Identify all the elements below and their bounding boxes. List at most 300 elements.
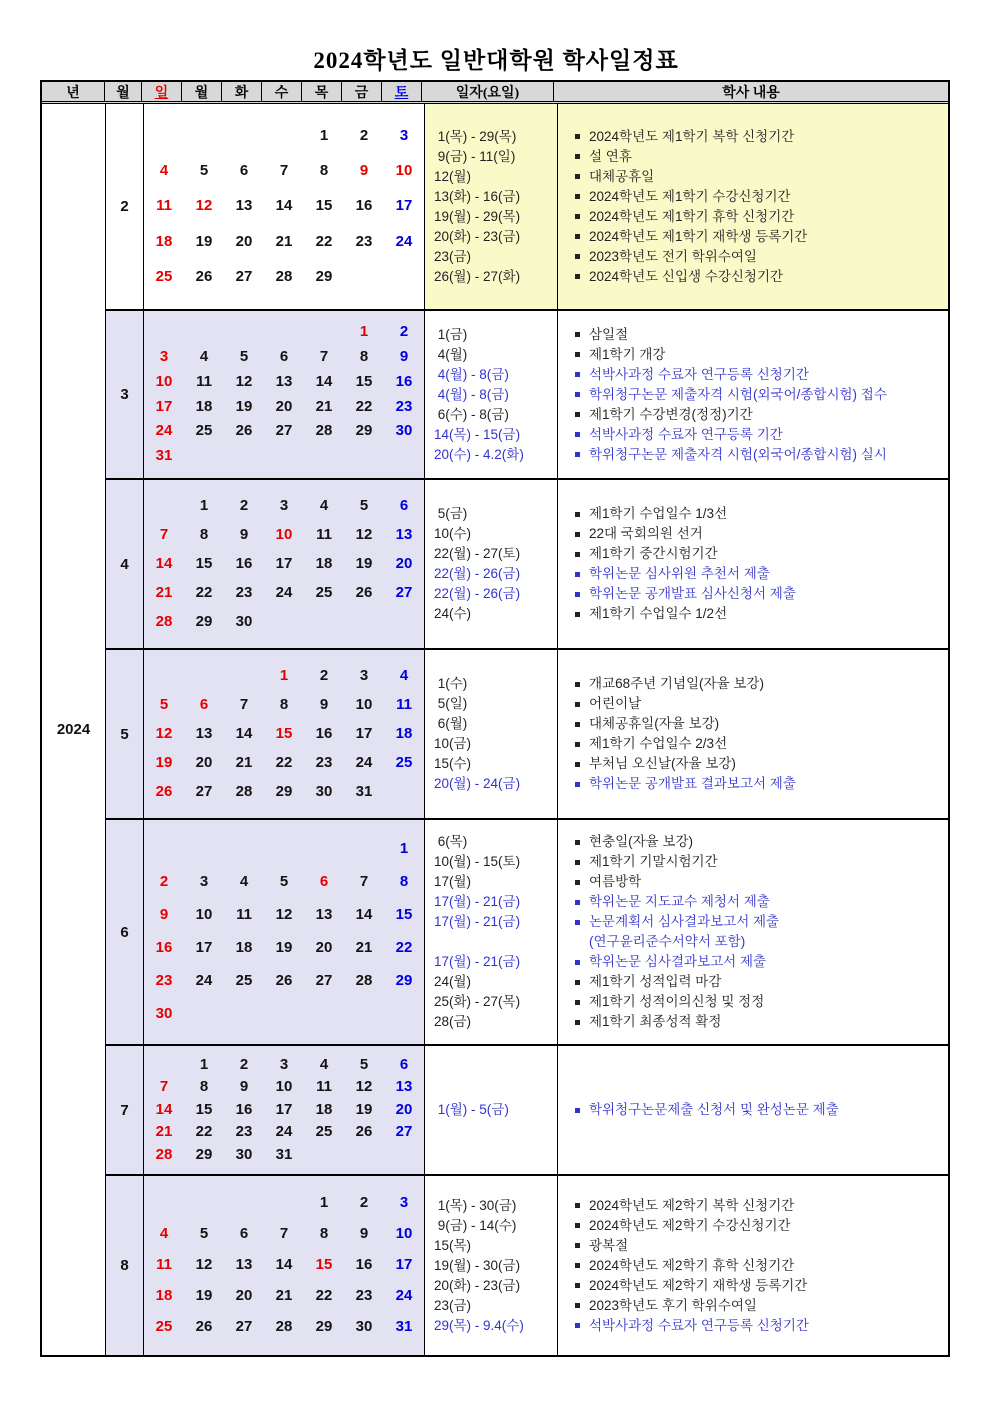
- calendar-day: 11: [396, 695, 412, 713]
- calendar-day: 4: [399, 666, 409, 684]
- date-line: 5(일): [434, 696, 468, 711]
- calendar-day: 26: [355, 583, 373, 601]
- calendar-day: 27: [235, 1318, 253, 1336]
- calendar-week: [144, 448, 424, 465]
- event-item: [575, 1296, 948, 1316]
- calendar-day: 12: [195, 197, 213, 215]
- event-text: 부처님 오신날(자율 보강): [589, 756, 736, 771]
- mini-calendar: [144, 820, 425, 1044]
- calendar-day: 18: [155, 232, 173, 250]
- calendar-week: [144, 1102, 424, 1119]
- event-item: [575, 1196, 948, 1216]
- calendar-day: 27: [395, 1123, 413, 1141]
- event-list: [558, 480, 948, 648]
- calendar-week: [144, 697, 424, 714]
- event-text: 2024학년도 제2학기 수강신청기간: [589, 1217, 791, 1233]
- date-line: 20(월) - 24(금): [434, 776, 521, 791]
- mini-calendar: [144, 311, 425, 478]
- calendar-day: 29: [355, 422, 373, 440]
- calendar-day: [384, 614, 424, 631]
- month-label: 7: [106, 1046, 144, 1174]
- calendar-day: 9: [359, 162, 369, 179]
- calendar-day: 9: [159, 906, 169, 924]
- month-label: 4: [106, 480, 144, 648]
- calendar-day: 30: [235, 612, 253, 630]
- date-line: 22(월) - 26(금): [434, 586, 521, 601]
- calendar-day: 17: [395, 197, 413, 215]
- calendar-day: [264, 324, 304, 341]
- event-text: 2024학년도 제2학기 재학생 등록기간: [589, 1277, 808, 1293]
- calendar-day: 25: [315, 1123, 333, 1141]
- calendar-day: 16: [235, 554, 253, 572]
- event-bullet-icon: [575, 920, 580, 925]
- event-bullet-icon: [575, 742, 580, 747]
- event-item: [575, 604, 948, 624]
- month-label: 3: [106, 311, 144, 478]
- calendar-day: [144, 1195, 184, 1212]
- calendar-day: 19: [235, 397, 253, 415]
- calendar-week: [144, 399, 424, 416]
- calendar-day: 14: [155, 554, 173, 572]
- event-text: 어린이날: [589, 696, 642, 711]
- calendar-day: 24: [195, 972, 213, 990]
- calendar-day: 8: [199, 525, 209, 543]
- calendar-day: 18: [315, 554, 333, 572]
- event-item: [575, 1100, 948, 1120]
- event-item: [575, 1012, 948, 1032]
- calendar-day: 20: [195, 753, 213, 771]
- calendar-day: 4: [159, 162, 169, 179]
- event-item: [575, 852, 948, 872]
- calendar-day: 25: [195, 422, 213, 440]
- calendar-week: [144, 498, 424, 515]
- calendar-day: 4: [319, 496, 329, 514]
- calendar-day: 24: [395, 232, 413, 250]
- event-text: 논문계획서 심사결과보고서 제출: [589, 914, 780, 929]
- calendar-day: 26: [195, 267, 213, 285]
- calendar-day: 3: [199, 873, 209, 891]
- month-row-2: [106, 104, 948, 311]
- calendar-day: [264, 128, 304, 145]
- event-item: [575, 267, 948, 287]
- calendar-day: 31: [395, 1318, 413, 1336]
- event-bullet-icon: [575, 532, 580, 537]
- event-text: 제1학기 최종성적 확정: [589, 1014, 722, 1029]
- event-item: [575, 207, 948, 227]
- event-bullet-icon: [575, 960, 580, 965]
- calendar-day: 6: [279, 348, 289, 366]
- date-list: [425, 1046, 558, 1174]
- calendar-day: 6: [399, 1055, 409, 1073]
- event-bullet-icon: [575, 154, 580, 159]
- calendar-day: 15: [275, 724, 293, 742]
- calendar-day: 16: [355, 197, 373, 215]
- date-line: 4(월) - 8(금): [434, 386, 509, 402]
- calendar-day: 2: [239, 496, 249, 514]
- date-line: 24(수): [434, 606, 472, 621]
- event-list: [558, 820, 948, 1044]
- event-item: [575, 405, 948, 425]
- calendar-day: 8: [319, 162, 329, 179]
- event-bullet-icon: [575, 880, 580, 885]
- calendar-week: [144, 973, 424, 990]
- calendar-day: [144, 1057, 184, 1074]
- event-text: 현충일(자율 보강): [589, 834, 694, 849]
- event-text: 제1학기 수업일수 1/2선: [589, 606, 728, 621]
- event-bullet-icon: [575, 900, 580, 905]
- calendar-day: [304, 841, 344, 858]
- calendar-day: 24: [155, 422, 173, 440]
- calendar-day: 16: [155, 939, 173, 957]
- calendar-day: 28: [275, 267, 293, 285]
- calendar-day: 28: [235, 782, 253, 800]
- date-line: 24(월): [434, 974, 472, 989]
- date-line: 1(목) - 30(금): [434, 1197, 517, 1213]
- date-line: 1(금): [434, 326, 468, 342]
- date-line: 6(목): [434, 834, 468, 849]
- date-line: 29(목) - 9.4(수): [434, 1317, 524, 1333]
- calendar-day: 23: [315, 753, 333, 771]
- calendar-day: 12: [235, 372, 253, 390]
- calendar-day: 28: [155, 612, 173, 630]
- event-text: 학위논문 심사위원 추천서 제출: [589, 566, 770, 581]
- event-bullet-icon: [575, 234, 580, 239]
- event-bullet-icon: [575, 134, 580, 139]
- event-bullet-icon: [575, 1283, 580, 1288]
- calendar-day: 20: [395, 1100, 413, 1118]
- event-item: [575, 952, 948, 972]
- event-item: [575, 1316, 948, 1336]
- calendar-day: 18: [155, 1287, 173, 1305]
- calendar-day: 24: [275, 583, 293, 601]
- date-list: [425, 104, 558, 309]
- event-text: 22대 국회의원 선거: [589, 526, 703, 541]
- calendar-day: 7: [359, 873, 369, 891]
- calendar-day: 17: [395, 1256, 413, 1274]
- event-text: 2024학년도 제1학기 복학 신청기간: [589, 128, 795, 144]
- calendar-day: 18: [395, 724, 413, 742]
- event-item: [575, 127, 948, 147]
- event-text: 광복절: [589, 1237, 629, 1253]
- header-year: 년: [42, 82, 105, 101]
- calendar-day: 13: [235, 197, 253, 215]
- calendar-day: 24: [275, 1123, 293, 1141]
- calendar-week: [144, 234, 424, 251]
- calendar-day: 19: [275, 939, 293, 957]
- date-list: [425, 480, 558, 648]
- date-list: [425, 650, 558, 818]
- calendar-day: 1: [319, 126, 329, 144]
- month-row-4: [106, 480, 948, 650]
- calendar-day: [144, 668, 184, 685]
- calendar-day: 21: [315, 397, 333, 415]
- event-bullet-icon: [575, 572, 580, 577]
- calendar-day: 7: [239, 695, 249, 713]
- calendar-day: 22: [355, 397, 373, 415]
- calendar-day: 28: [155, 1145, 173, 1163]
- event-text: 학위청구논문제출 신청서 및 완성논문 제출: [589, 1102, 839, 1117]
- calendar-day: 19: [195, 232, 213, 250]
- event-text: 2024학년도 제1학기 수강신청기간: [589, 188, 791, 204]
- calendar-week: [144, 128, 424, 145]
- date-line: 19(월) - 30(금): [434, 1257, 521, 1273]
- month-row-3: [106, 311, 948, 480]
- event-bullet-icon: [575, 254, 580, 259]
- calendar-day: [184, 128, 224, 145]
- month-row-7: [106, 1046, 948, 1176]
- calendar-day: 13: [195, 724, 213, 742]
- date-line: 6(월): [434, 716, 468, 731]
- header-days: [142, 82, 422, 101]
- calendar-day: [304, 614, 344, 631]
- date-line: 1(목) - 29(목): [434, 128, 517, 144]
- date-line: 5(금): [434, 506, 468, 521]
- event-bullet-icon: [575, 1223, 580, 1228]
- date-line: 20(화) - 23(금): [434, 1277, 521, 1293]
- calendar-week: [144, 324, 424, 341]
- event-text: 2024학년도 제1학기 재학생 등록기간: [589, 228, 808, 244]
- calendar-day: 8: [319, 1225, 329, 1243]
- event-bullet-icon: [575, 392, 580, 397]
- calendar-week: [144, 556, 424, 573]
- event-bullet-icon: [575, 1303, 580, 1308]
- event-item: [575, 325, 948, 345]
- calendar-day: 10: [195, 906, 213, 924]
- event-item: [575, 832, 948, 852]
- event-text: 학위논문 공개발표 심사신청서 제출: [589, 586, 796, 601]
- event-text: 학위청구논문 제출자격 시험(외국어/종합시험) 실시: [589, 446, 887, 462]
- event-item: [575, 504, 948, 524]
- calendar-day: 28: [355, 972, 373, 990]
- calendar-day: 2: [159, 873, 169, 891]
- event-bullet-icon: [575, 512, 580, 517]
- event-bullet-icon: [575, 1263, 580, 1268]
- calendar-day: [224, 1006, 264, 1023]
- calendar-day: 21: [355, 939, 373, 957]
- table-body: [42, 104, 948, 1355]
- calendar-day: 5: [199, 162, 209, 179]
- calendar-day: 11: [156, 1256, 172, 1274]
- calendar-day: [264, 1006, 304, 1023]
- calendar-day: 27: [235, 267, 253, 285]
- calendar-week: [144, 841, 424, 858]
- event-item: [575, 167, 948, 187]
- event-item: [575, 564, 948, 584]
- calendar-day: 14: [275, 1256, 293, 1274]
- calendar-day: 16: [395, 372, 413, 390]
- calendar-day: 17: [275, 554, 293, 572]
- calendar-day: 4: [319, 1055, 329, 1073]
- calendar-week: [144, 423, 424, 440]
- calendar-day: 18: [235, 939, 253, 957]
- month-label: 8: [106, 1176, 144, 1355]
- mini-calendar: [144, 1176, 425, 1355]
- date-line: 15(수): [434, 756, 472, 771]
- calendar-week: [144, 198, 424, 215]
- event-list: [558, 650, 948, 818]
- calendar-day: 17: [195, 939, 213, 957]
- calendar-day: 7: [159, 1078, 169, 1096]
- calendar-day: 10: [275, 1078, 293, 1096]
- event-bullet-icon: [575, 552, 580, 557]
- event-item: [575, 365, 948, 385]
- calendar-day: 5: [359, 1055, 369, 1073]
- event-text: 학위청구논문 제출자격 시험(외국어/종합시험) 접수: [589, 386, 887, 402]
- calendar-week: [144, 614, 424, 631]
- calendar-day: 4: [159, 1225, 169, 1243]
- calendar-day: 22: [315, 232, 333, 250]
- calendar-day: 5: [279, 873, 289, 891]
- calendar-day: 30: [315, 782, 333, 800]
- date-line: 10(수): [434, 526, 472, 541]
- date-line: [434, 932, 557, 952]
- calendar-day: [384, 1006, 424, 1023]
- calendar-day: 3: [279, 496, 289, 514]
- calendar-day: 7: [159, 525, 169, 543]
- event-bullet-icon: [575, 612, 580, 617]
- header-date-col: 일자(요일): [422, 82, 554, 101]
- event-bullet-icon: [575, 702, 580, 707]
- event-item: [575, 932, 948, 952]
- calendar-day: 15: [315, 197, 333, 215]
- header-content-col: 학사 내용: [722, 85, 780, 101]
- mini-calendar: [144, 650, 425, 818]
- calendar-day: 31: [275, 1145, 293, 1163]
- calendar-week: [144, 1195, 424, 1212]
- date-line: 25(화) - 27(목): [434, 994, 521, 1009]
- event-bullet-icon: [575, 352, 580, 357]
- calendar-day: 26: [195, 1318, 213, 1336]
- calendar-day: 9: [319, 695, 329, 713]
- header-day-화: 화: [222, 82, 262, 101]
- date-line: 15(목): [434, 1237, 472, 1253]
- calendar-week: [144, 1006, 424, 1023]
- event-text: 석박사과정 수료자 연구등록 신청기간: [589, 1317, 809, 1333]
- event-list: [558, 104, 948, 309]
- event-text: 석박사과정 수료자 연구등록 신청기간: [589, 366, 809, 382]
- calendar-day: 15: [395, 906, 413, 924]
- calendar-week: [144, 374, 424, 391]
- event-bullet-icon: [575, 1108, 580, 1113]
- calendar-week: [144, 784, 424, 801]
- calendar-day: 9: [239, 525, 249, 543]
- date-line: 17(월) - 21(금): [434, 954, 521, 969]
- calendar-day: 19: [355, 554, 373, 572]
- calendar-day: 1: [399, 840, 409, 858]
- calendar-day: 3: [159, 348, 169, 366]
- date-line: 22(월) - 27(토): [434, 546, 521, 561]
- date-line: 4(월) - 8(금): [434, 366, 509, 382]
- calendar-day: 22: [195, 1123, 213, 1141]
- calendar-day: 22: [315, 1287, 333, 1305]
- date-line: 19(월) - 29(목): [434, 208, 521, 224]
- date-line: 10(월) - 15(토): [434, 854, 521, 869]
- calendar-day: 13: [395, 1078, 413, 1096]
- event-bullet-icon: [575, 980, 580, 985]
- calendar-day: 9: [239, 1078, 249, 1096]
- calendar-day: 29: [315, 267, 333, 285]
- event-text: 제1학기 성적입력 마감: [589, 974, 722, 989]
- event-bullet-icon: [575, 762, 580, 767]
- event-bullet-icon: [575, 1203, 580, 1208]
- calendar-week: [144, 755, 424, 772]
- calendar-day: 21: [275, 1287, 293, 1305]
- calendar-day: 26: [155, 782, 173, 800]
- calendar-day: 11: [236, 906, 252, 924]
- calendar-day: 31: [155, 447, 173, 465]
- date-line: 1(수): [434, 676, 468, 691]
- date-line: 1(월) - 5(금): [434, 1102, 509, 1117]
- year-cell: 2024: [42, 104, 106, 1355]
- calendar-day: 27: [395, 583, 413, 601]
- event-text: 학위논문 지도교수 제청서 제출: [589, 894, 770, 909]
- event-item: [575, 345, 948, 365]
- calendar-day: 23: [355, 232, 373, 250]
- calendar-day: 5: [239, 348, 249, 366]
- calendar-day: 27: [315, 972, 333, 990]
- header-month: 월: [105, 82, 142, 101]
- calendar-week: [144, 940, 424, 957]
- calendar-day: [344, 1006, 384, 1023]
- calendar-day: 27: [195, 782, 213, 800]
- calendar-day: 8: [399, 873, 409, 891]
- calendar-week: [144, 1147, 424, 1164]
- calendar-day: 1: [279, 666, 289, 684]
- event-item: [575, 1216, 948, 1236]
- calendar-day: 22: [275, 753, 293, 771]
- event-text: 대체공휴일: [589, 168, 655, 184]
- calendar-day: 21: [275, 232, 293, 250]
- calendar-day: 16: [355, 1256, 373, 1274]
- calendar-day: 14: [235, 724, 253, 742]
- event-item: [575, 584, 948, 604]
- calendar-day: 30: [155, 1005, 173, 1023]
- event-item: [575, 385, 948, 405]
- event-bullet-icon: [575, 1000, 580, 1005]
- calendar-day: [224, 1195, 264, 1212]
- event-text: 대체공휴일(자율 보강): [589, 716, 720, 731]
- calendar-day: 24: [355, 753, 373, 771]
- event-text: 제1학기 수강변경(정정)기간: [589, 406, 753, 422]
- event-text: (연구윤리준수서약서 포함): [589, 934, 746, 949]
- event-item: [575, 774, 948, 794]
- calendar-week: [144, 1057, 424, 1074]
- event-item: [575, 187, 948, 207]
- event-text: 제1학기 성적이의신청 및 정정: [589, 994, 765, 1009]
- calendar-day: [304, 448, 344, 465]
- calendar-day: 18: [315, 1100, 333, 1118]
- calendar-day: 18: [195, 397, 213, 415]
- event-text: 2024학년도 신입생 수강신청기간: [589, 268, 784, 284]
- date-line: 9(금) - 14(수): [434, 1217, 517, 1233]
- event-item: [575, 674, 948, 694]
- event-item: [575, 1236, 948, 1256]
- calendar-day: [184, 448, 224, 465]
- calendar-day: 13: [315, 906, 333, 924]
- calendar-day: [144, 128, 184, 145]
- calendar-day: 10: [155, 372, 173, 390]
- month-label: 2: [106, 104, 144, 309]
- calendar-day: 13: [275, 372, 293, 390]
- calendar-day: 5: [159, 695, 169, 713]
- calendar-day: [224, 128, 264, 145]
- calendar-day: 4: [199, 348, 209, 366]
- month-rows: [106, 104, 948, 1355]
- calendar-week: [144, 349, 424, 366]
- calendar-day: 12: [355, 1078, 373, 1096]
- calendar-day: 23: [395, 397, 413, 415]
- event-bullet-icon: [575, 1323, 580, 1328]
